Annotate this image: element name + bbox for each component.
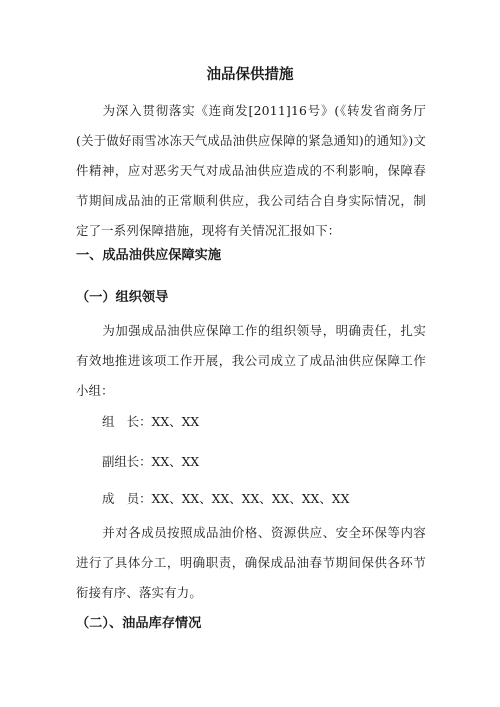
member-deputy-leader: 副组长：XX、XX [102,454,200,469]
organization-text: 为加强成品油供应保障工作的组织领导，明确责任，扎实有效地推进该项工作开展，我公司成立了成品油供应保障工作小组： [76,323,426,398]
organization-paragraph [76,316,426,406]
intro-text: 为深入贯彻落实《连商发[2011]16号》(《转发省商务厅(关于做好雨雪冰冻天气成品油供应保障的紧急通知)的通知》)文件精神，应对恶劣天气对成品油供应造成的不利影响，保障春节期间成品油的正常顺利供应，我公司结合自身实际情况，制定了一系列保障措施，现将有关情况汇报如下： [76,103,426,238]
intro-paragraph [76,96,426,246]
subsection-heading-1: （一）组织领导 [76,290,169,305]
subsection-heading-2: （二）、油品库存情况 [76,616,202,631]
section-heading-1: 一、成品油供应保障实施 [76,248,222,263]
division-paragraph [76,518,426,608]
member-staff: 成 员：XX、XX、XX、XX、XX、XX、XX [102,491,350,506]
division-text: 并对各成员按照成品油价格、资源供应、安全环保等内容进行了具体分工，明确职责，确保成品油春节期间保供各环节衔接有序、落实有力。 [76,525,426,600]
member-leader: 组 长：XX、XX [102,414,200,429]
document-title: 油品保供措施 [206,67,294,83]
